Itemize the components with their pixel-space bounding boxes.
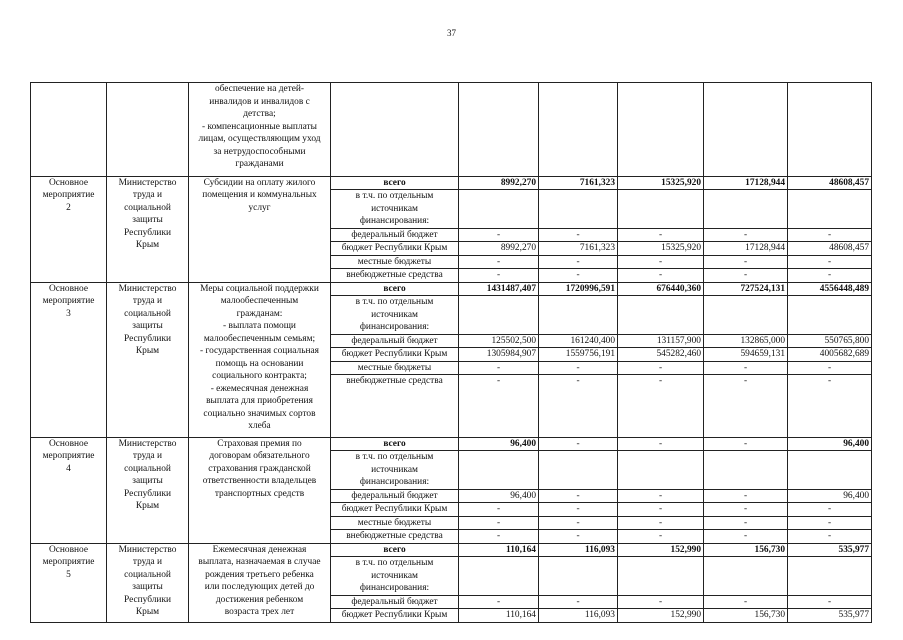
funding-source-line: источникам [371,570,418,581]
description-cell [189,176,331,282]
value-cell: 1720996,591 [539,282,618,296]
value-cell: 1559756,191 [539,348,618,362]
value-cell: - [704,516,788,530]
value-cell [788,83,872,177]
ministry-line: Министерство [118,177,177,188]
ministry-line: Республики [123,227,172,238]
funding-source-label [331,451,459,490]
description-line: обеспечение на детей- [214,84,305,94]
value-cell: - [618,255,704,269]
ministry-line: защиты [132,476,163,486]
measure-cell [31,176,107,282]
funding-source-label [331,242,459,256]
ministry-line: Крым [135,240,160,250]
value-cell: 156,730 [704,543,788,557]
measure-cell [31,437,107,543]
value-cell: - [618,375,704,438]
ministry-line: Республики [123,488,172,499]
value-cell: - [539,595,618,609]
value-cell [331,83,459,177]
value-cell: - [539,437,618,451]
value-cell: - [459,530,539,544]
ministry-line: Крым [135,346,160,356]
funding-source-label [331,543,459,557]
funding-source-label [331,361,459,375]
description-line: Ежемесячная денежная [212,544,307,555]
funding-source-line: финансирования: [359,322,430,332]
measure-line: Основное [48,544,89,555]
value-cell: 15325,920 [618,176,704,190]
funding-source-label [331,595,459,609]
value-cell: 17128,944 [704,242,788,256]
description-line: возраста трех лет [224,607,295,617]
value-cell: 96,400 [459,437,539,451]
value-cell: - [539,530,618,544]
value-cell: 594659,131 [704,348,788,362]
value-cell [459,190,539,229]
description-line: Субсидии на оплату жилого [203,177,316,188]
funding-source-line: в т.ч. по отдельным [355,191,434,201]
value-cell: 15325,920 [618,242,704,256]
description-line: - государственная социальная [200,346,319,356]
funding-source-label [331,282,459,296]
description-line: рождения третьего ребенка [205,569,314,580]
value-cell [704,296,788,335]
value-cell: - [539,269,618,283]
page-number: 37 [447,28,456,38]
funding-source-line: бюджет Республики Крым [341,504,448,514]
ministry-line: Республики [123,594,172,605]
measure-cell [31,543,107,622]
value-cell: - [618,516,704,530]
funding-source-line: финансирования: [359,583,430,593]
measure-line: мероприятие [42,190,95,200]
value-cell: - [539,503,618,517]
value-cell: 152,990 [618,543,704,557]
description-cell [189,543,331,622]
value-cell: - [704,255,788,269]
value-cell: 7161,323 [539,176,618,190]
value-cell: 156,730 [704,609,788,623]
ministry-line: социальной [124,308,171,319]
description-line: лицам, осуществляющим уход [198,134,321,144]
value-cell [788,557,872,596]
table-row [31,437,872,451]
value-cell: 96,400 [788,489,872,503]
value-cell: - [704,361,788,375]
measure-line: мероприятие [42,296,95,306]
measure-line: мероприятие [42,557,95,567]
description-cell [189,83,331,177]
value-cell: - [788,503,872,517]
description-line: выплата для приобретения [206,396,313,406]
value-cell: - [618,503,704,517]
value-cell [459,296,539,335]
ministry-line: защиты [132,215,163,225]
funding-source-label [331,516,459,530]
funding-source-line: бюджет Республики Крым [341,349,448,359]
value-cell [704,451,788,490]
value-cell [618,83,704,177]
value-cell [539,451,618,490]
funding-source-line: источникам [371,203,418,214]
description-line: хлеба [248,421,271,431]
value-cell: - [704,530,788,544]
description-line: социально значимых сортов [203,408,316,419]
value-cell: - [704,269,788,283]
value-cell [539,83,618,177]
funding-source-line: местные бюджеты [357,362,432,373]
funding-source-label [331,296,459,335]
value-cell [704,190,788,229]
value-cell: - [618,489,704,503]
value-cell: 132865,000 [704,334,788,348]
value-cell: - [618,437,704,451]
funding-source-line: источникам [371,464,418,475]
ministry-cell [107,437,189,543]
funding-source-label [331,269,459,283]
ministry-line: социальной [124,569,171,580]
funding-source-line: федеральный бюджет [351,490,438,501]
description-cell [189,437,331,543]
funding-source-label [331,375,459,438]
value-cell: - [618,530,704,544]
funding-source-label [331,255,459,269]
value-cell: - [704,489,788,503]
table-row [31,176,872,190]
value-cell: - [788,269,872,283]
description-line: - компенсационные выплаты [202,121,317,132]
funding-source-label [331,190,459,229]
value-cell: 545282,460 [618,348,704,362]
value-cell: - [459,361,539,375]
value-cell [618,557,704,596]
description-line: помещения и коммунальных [202,190,317,200]
value-cell: 535,977 [788,609,872,623]
value-cell [618,296,704,335]
funding-source-line: в т.ч. по отдельным [355,452,434,462]
value-cell: - [704,503,788,517]
ministry-cell [107,176,189,282]
value-cell: - [704,228,788,242]
description-cell [189,282,331,437]
funding-source-line: бюджет Республики Крым [341,243,448,253]
value-cell: 8992,270 [459,176,539,190]
value-cell: - [539,255,618,269]
value-cell [704,83,788,177]
value-cell: - [704,595,788,609]
table-row [31,543,872,557]
value-cell: 1305984,907 [459,348,539,362]
value-cell: 48608,457 [788,242,872,256]
value-cell: - [788,255,872,269]
value-cell [459,451,539,490]
description-line: - ежемесячная денежная [210,383,309,394]
description-line: страхования гражданской [208,463,311,474]
measure-line: 2 [66,202,71,213]
value-cell [788,296,872,335]
value-cell [539,296,618,335]
value-cell: - [618,228,704,242]
value-cell: - [459,595,539,609]
funding-source-line: внебюджетные средства [346,270,443,280]
value-cell: 161240,400 [539,334,618,348]
value-cell [539,190,618,229]
funding-source-label [331,530,459,544]
value-cell: 96,400 [788,437,872,451]
description-line: малообеспеченным семьям; [203,333,316,344]
value-cell: 1431487,407 [459,282,539,296]
value-cell: - [788,228,872,242]
value-cell: - [459,228,539,242]
description-line: гражданам: [236,308,283,319]
funding-source-label [331,176,459,190]
ministry-line: труда и [132,557,163,567]
description-line: ответственности владельцев [202,476,317,486]
value-cell: 727524,131 [704,282,788,296]
budget-table [30,82,872,623]
funding-source-label [331,503,459,517]
funding-source-line: всего [383,283,406,294]
value-cell: - [618,269,704,283]
funding-source-label [331,348,459,362]
description-line: транспортных средств [214,488,305,499]
funding-source-line: федеральный бюджет [351,335,438,346]
value-cell [704,557,788,596]
value-cell: - [704,437,788,451]
funding-source-label [331,334,459,348]
value-cell: 110,164 [459,543,539,557]
value-cell: - [618,595,704,609]
description-line: инвалидов и инвалидов с [209,96,310,107]
value-cell: 676440,360 [618,282,704,296]
measure-line: 4 [66,463,71,474]
measure-cell [31,83,107,177]
value-cell: - [539,361,618,375]
funding-source-line: в т.ч. по отдельным [355,558,434,568]
value-cell: 8992,270 [459,242,539,256]
funding-source-label [331,609,459,623]
description-line: или последующих детей до [204,582,315,592]
funding-source-line: внебюджетные средства [346,531,443,541]
value-cell: - [788,595,872,609]
value-cell: 131157,900 [618,334,704,348]
funding-source-label [331,557,459,596]
table-row [31,282,872,296]
description-line: услуг [248,202,271,213]
value-cell: - [788,530,872,544]
value-cell: 48608,457 [788,176,872,190]
funding-source-line: федеральный бюджет [351,596,438,607]
ministry-line: Крым [135,607,160,617]
ministry-line: Крым [135,501,160,511]
value-cell: 17128,944 [704,176,788,190]
ministry-line: социальной [124,202,171,213]
value-cell: - [704,375,788,438]
measure-line: Основное [48,283,89,294]
value-cell: - [539,228,618,242]
value-cell: 96,400 [459,489,539,503]
funding-source-line: финансирования: [359,477,430,487]
value-cell: 110,164 [459,609,539,623]
measure-line: 5 [66,569,71,580]
funding-source-label [331,437,459,451]
value-cell: - [459,516,539,530]
ministry-line: социальной [124,463,171,474]
ministry-line: труда и [132,296,163,306]
value-cell: 152,990 [618,609,704,623]
description-line: Страховая премия по [217,438,302,449]
ministry-line: Министерство [118,438,177,449]
funding-source-line: в т.ч. по отдельным [355,297,434,307]
value-cell [459,557,539,596]
description-line: малообеспеченным [220,296,299,306]
funding-source-line: источникам [371,309,418,320]
description-line: - выплата помощи [223,321,296,331]
value-cell: 7161,323 [539,242,618,256]
funding-source-line: всего [383,544,406,555]
value-cell: - [539,375,618,438]
funding-source-line: местные бюджеты [357,517,432,528]
value-cell: 116,093 [539,609,618,623]
value-cell: 4005682,689 [788,348,872,362]
description-line: гражданами [235,159,284,169]
ministry-cell [107,543,189,622]
ministry-line: Республики [123,333,172,344]
value-cell: - [459,503,539,517]
description-line: помощь на основании [215,358,304,369]
value-cell: - [459,375,539,438]
funding-source-line: местные бюджеты [357,256,432,267]
description-line: за нетрудоспособными [213,146,306,157]
ministry-cell [107,83,189,177]
table-row [31,83,872,177]
value-cell: - [459,255,539,269]
description-line: Меры социальной поддержки [200,283,319,294]
measure-line: 3 [66,308,71,319]
value-cell: 4556448,489 [788,282,872,296]
description-line: договорам обязательного [209,451,310,461]
value-cell [618,190,704,229]
value-cell: - [618,361,704,375]
funding-source-line: бюджет Республики Крым [341,610,448,620]
ministry-cell [107,282,189,437]
value-cell [788,451,872,490]
value-cell: - [788,361,872,375]
funding-source-line: федеральный бюджет [351,229,438,240]
description-line: достижения ребенком [215,594,304,605]
description-line: социального контракта; [212,371,307,381]
ministry-line: защиты [132,582,163,592]
measure-line: мероприятие [42,451,95,461]
funding-source-line: всего [383,177,406,188]
value-cell: - [539,516,618,530]
funding-source-line: финансирования: [359,216,430,226]
funding-source-line: всего [383,438,406,449]
value-cell [788,190,872,229]
table-body [31,83,872,623]
value-cell: 550765,800 [788,334,872,348]
value-cell: 125502,500 [459,334,539,348]
ministry-line: труда и [132,451,163,461]
value-cell: 535,977 [788,543,872,557]
value-cell [539,557,618,596]
funding-source-label [331,489,459,503]
ministry-line: Министерство [118,283,177,294]
value-cell: - [788,516,872,530]
value-cell: - [539,489,618,503]
funding-source-line: внебюджетные средства [346,376,443,386]
value-cell [459,83,539,177]
ministry-line: защиты [132,321,163,331]
description-line: выплата, назначаемая в случае [198,557,321,567]
ministry-line: труда и [132,190,163,200]
value-cell: - [459,269,539,283]
measure-cell [31,282,107,437]
ministry-line: Министерство [118,544,177,555]
value-cell: - [788,375,872,438]
value-cell: 116,093 [539,543,618,557]
description-line: детства; [243,109,276,119]
funding-source-label [331,228,459,242]
measure-line: Основное [48,177,89,188]
measure-line: Основное [48,438,89,449]
value-cell [618,451,704,490]
